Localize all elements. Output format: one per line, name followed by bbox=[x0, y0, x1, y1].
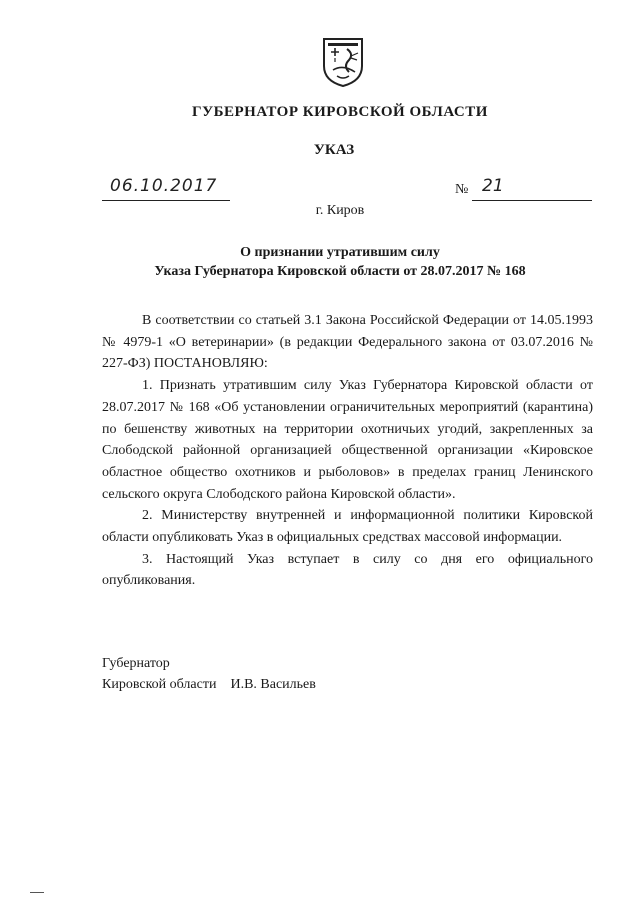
handwritten-date: 06.10.2017 bbox=[110, 176, 218, 196]
subject-line-1: О признании утратившим силу bbox=[240, 245, 440, 260]
coat-of-arms-icon bbox=[321, 36, 365, 88]
signature-block bbox=[102, 653, 316, 695]
subject-line-2: Указа Губернатора Кировской области от 28.07.2017 № 168 bbox=[154, 264, 526, 279]
clause-2-paragraph: 2. Министерству внутренней и информационной политики Кировской области опубликовать Указ в официальных средствах массовой информации. bbox=[102, 508, 593, 546]
issuing-authority: ГУБЕРНАТОР КИРОВСКОЙ ОБЛАСТИ bbox=[192, 104, 488, 120]
preamble-paragraph: В соответствии со статьей 3.1 Закона Российской Федерации от 14.05.1993 № 4979-1 «О ветеринарии» (в редакции Федерального закона от 03.07.2016 № 227-ФЗ) ПОСТАНОВЛЯЮ: bbox=[102, 313, 593, 372]
document-type: УКАЗ bbox=[313, 142, 355, 158]
document-subject bbox=[0, 243, 640, 281]
footer-mark bbox=[30, 892, 44, 893]
number-sign: № bbox=[455, 182, 469, 197]
signatory-region: Кировской области bbox=[102, 677, 217, 692]
number-field bbox=[472, 178, 592, 201]
document-body bbox=[102, 310, 593, 592]
handwritten-number: 21 bbox=[482, 176, 504, 196]
clause-1-paragraph: 1. Признать утратившим силу Указ Губернатора Кировской области от 28.07.2017 № 168 «Об установлении ограничительных мероприятий (карантина) по бешенству животных на территории охотничьих угодий, закрепленных за Слободской районной организацией общественной организации «Кировское областное общество охотников и рыболовов» в пределах границ Ленинского сельского округа Слободского района Кировской области». bbox=[102, 378, 593, 502]
clause-3-paragraph: 3. Настоящий Указ вступает в силу со дня его официального опубликования. bbox=[102, 551, 593, 589]
signatory-title-line-2 bbox=[102, 674, 316, 695]
city-name: г. Киров bbox=[315, 203, 365, 218]
signatory-title-line-1: Губернатор bbox=[102, 656, 170, 671]
signatory-name: И.В. Васильев bbox=[230, 677, 316, 692]
date-field bbox=[102, 178, 230, 201]
